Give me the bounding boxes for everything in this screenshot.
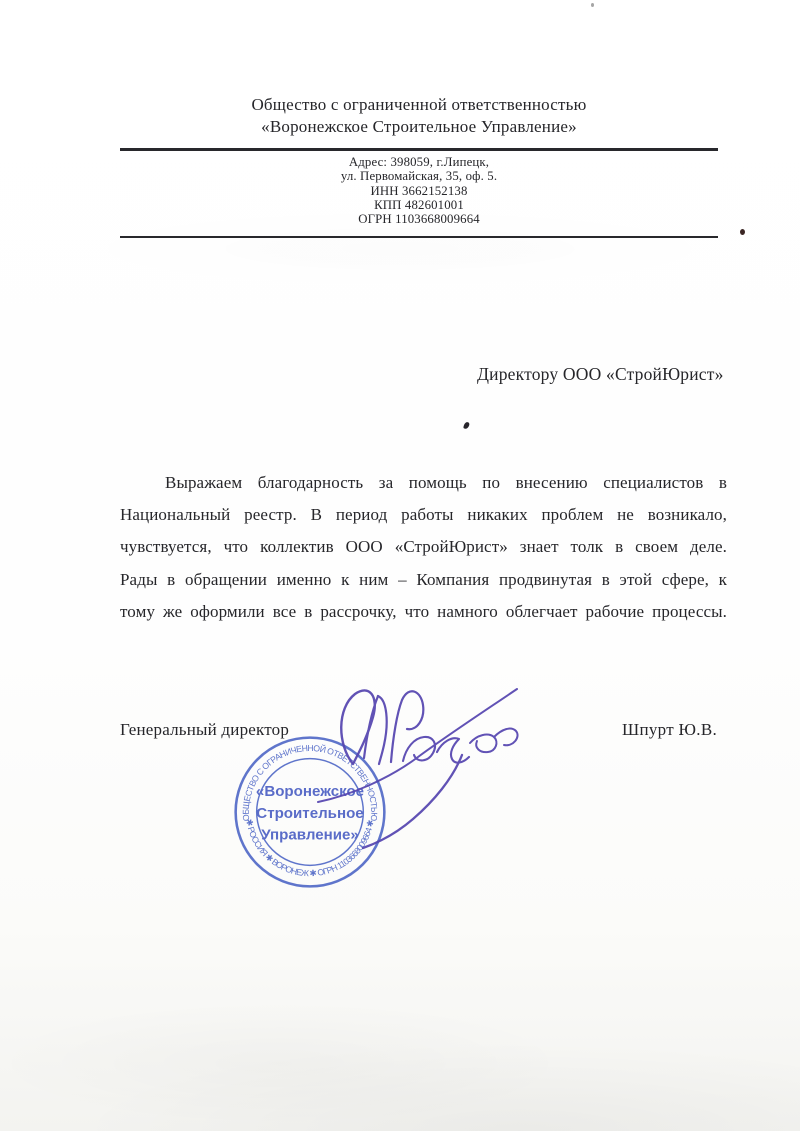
ink-speck (740, 229, 745, 235)
handwritten-signature (300, 670, 530, 870)
stamp-ring-text-top: ОБЩЕСТВО С ОГРАНИЧЕННОЙ ОТВЕТСТВЕННОСТЬЮ (240, 742, 380, 822)
signatory-name: Шпурт Ю.В. (622, 720, 718, 739)
address-line-ogrn: ОГРН 1103668009664 (358, 212, 480, 227)
stamp-center-line: «Воронежское (255, 783, 365, 801)
body-line: чувствуется, что коллектив ООО «СтройЮрист» знает толк в своем деле. (120, 537, 727, 557)
letterhead-org-name: «Воронежское Строительное Управление» (261, 117, 577, 136)
stamp-center-line: Управление» (261, 826, 359, 844)
address-line-kpp: КПП 482601001 (374, 197, 464, 212)
signatory-title: Генеральный директор (120, 720, 290, 739)
letterhead-divider-bottom (120, 236, 718, 238)
address-line-inn: ИНН 3662152138 (370, 183, 468, 198)
body-line: Рады в обращении именно к ним – Компания продвинутая в этой сфере, к (120, 569, 727, 589)
body-line: Выражаем благодарность за помощь по внесению специалистов в (165, 473, 727, 492)
ink-speck (463, 421, 470, 429)
body-line: Национальный реестр. В период работы никаких проблем не возникало, (120, 505, 727, 525)
letterhead-divider-top (120, 148, 718, 151)
stamp-ring-text-bottom: ✱ РОССИЯ ✱ ВОРОНЕЖ ✱ ОГРН 1103668009664 ✱ (244, 818, 376, 879)
scan-speck (591, 3, 594, 7)
body-line: тому же оформили все в рассрочку, что намного облегчает рабочие процессы. (120, 601, 727, 621)
letter-body (120, 467, 727, 628)
stamp-center-line: Строительное (256, 804, 364, 822)
letterhead-address-block (120, 155, 718, 226)
address-line: Адрес: 398059, г.Липецк, (348, 155, 490, 169)
address-line: ул. Первомайская, 35, оф. 5. (340, 169, 498, 184)
recipient-line: Директору ООО «СтройЮрист» (477, 364, 724, 384)
letterhead-org-type: Общество с ограниченной ответственностью (251, 95, 587, 114)
